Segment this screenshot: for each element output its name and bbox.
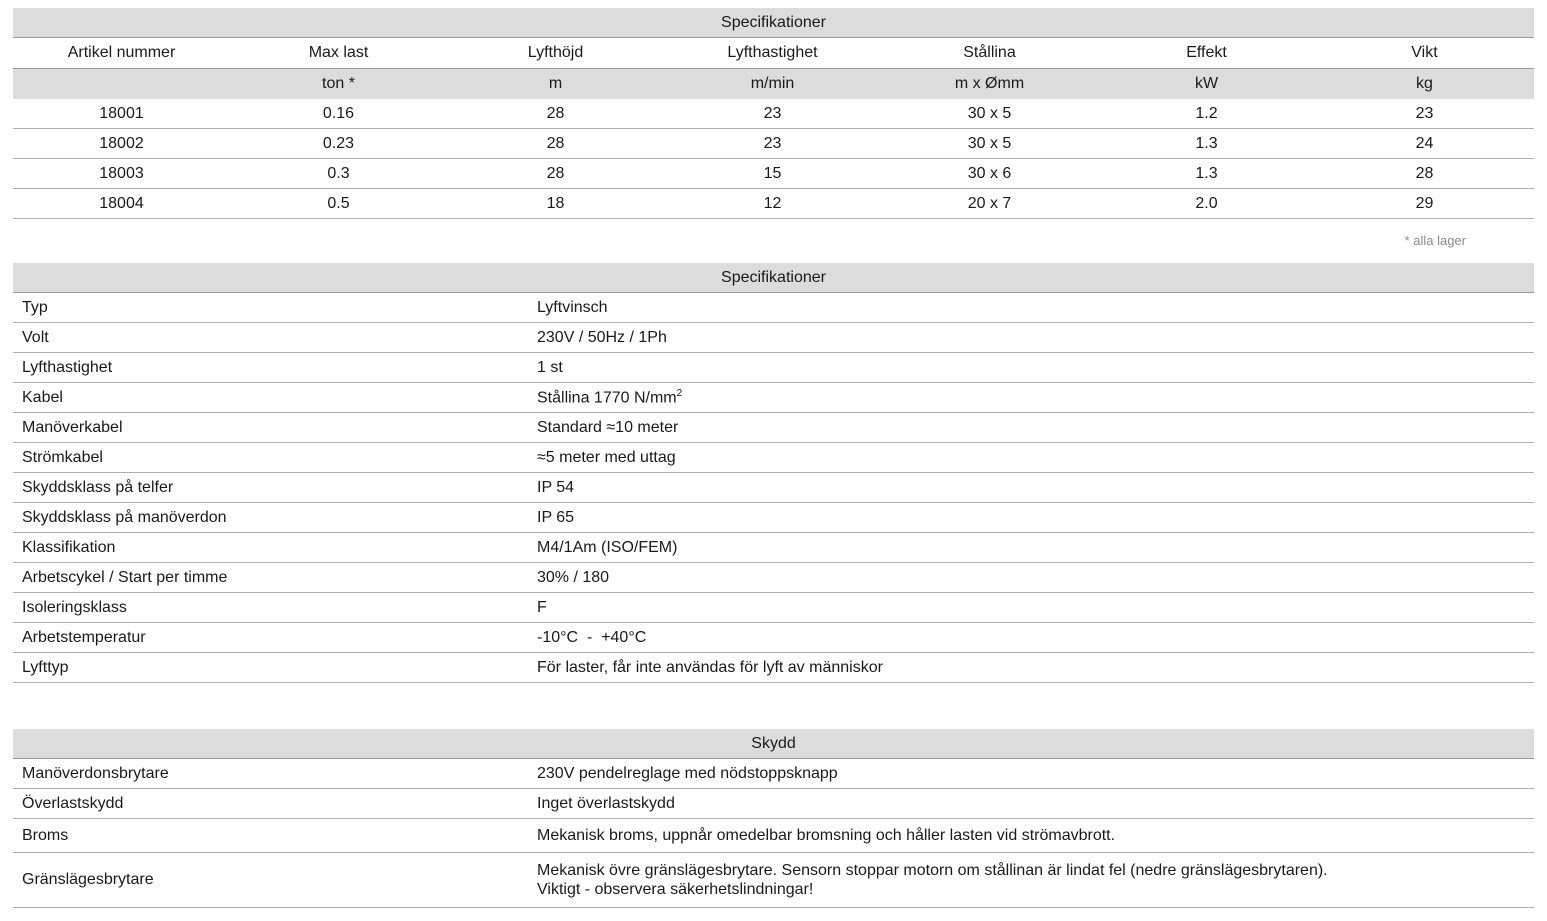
table-row: [13, 759, 1534, 789]
table-title: Skydd: [13, 729, 1534, 759]
cell: 18001: [13, 99, 230, 129]
protection-table: [13, 729, 1534, 908]
cell: 0.3: [230, 159, 447, 189]
cell: 30 x 5: [881, 129, 1098, 159]
spec-value: Stållina 1770 N/mm: [537, 389, 677, 407]
table-row: [13, 293, 1534, 323]
spec-value-line2: Viktigt - observera säkerhetslindningar!: [537, 881, 814, 898]
cell: 1.2: [1098, 99, 1315, 129]
table-row: [13, 323, 1534, 353]
spec-value: Mekanisk övre gränslägesbrytare. Sensorn stoppar motorn om stållinan är lindat fel (nedre gränslägesbrytaren).: [537, 861, 1328, 879]
table-title-row: [13, 729, 1534, 759]
spec-value: 230V / 50Hz / 1Ph: [528, 323, 1534, 353]
cell: 18002: [13, 129, 230, 159]
spec-value: -10°C - +40°C: [528, 623, 1534, 653]
table-row: [13, 653, 1534, 683]
cell: 1.3: [1098, 129, 1315, 159]
spec-key: Isoleringsklass: [13, 593, 528, 623]
column-header-row: [13, 38, 1534, 69]
spec-value: IP 54: [528, 473, 1534, 503]
spec-key: Skyddsklass på manöverdon: [13, 503, 528, 533]
spec-key: Manöverdonsbrytare: [13, 759, 528, 789]
spec-key: Typ: [13, 293, 528, 323]
col-header-max-load: Max last: [230, 38, 447, 69]
unit-cell: m/min: [664, 69, 881, 100]
cell: 15: [664, 159, 881, 189]
cell: 2.0: [1098, 189, 1315, 219]
spec-key: Strömkabel: [13, 443, 528, 473]
general-spec-table: [13, 263, 1534, 683]
spec-value: Mekanisk broms, uppnår omedelbar bromsning och håller lasten vid strömavbrott.: [528, 819, 1534, 853]
spec-key: Gränslägesbrytare: [13, 853, 528, 908]
spec-key: Kabel: [13, 383, 528, 413]
col-header-weight: Vikt: [1315, 38, 1534, 69]
spec-value: 30% / 180: [528, 563, 1534, 593]
unit-cell: [13, 69, 230, 100]
unit-cell: m: [447, 69, 664, 100]
unit-cell: kW: [1098, 69, 1315, 100]
col-header-lift-speed: Lyfthastighet: [664, 38, 881, 69]
cell: 1.3: [1098, 159, 1315, 189]
cell: 30 x 6: [881, 159, 1098, 189]
col-header-power: Effekt: [1098, 38, 1315, 69]
table-row: [13, 533, 1534, 563]
table-row: [13, 473, 1534, 503]
spec-value-cell: [528, 853, 1534, 908]
spec-key: Överlastskydd: [13, 789, 528, 819]
spec-value: Inget överlastskydd: [528, 789, 1534, 819]
table-row: [13, 503, 1534, 533]
spec-key: Broms: [13, 819, 528, 853]
spec-key: Lyfttyp: [13, 653, 528, 683]
table-row: [13, 443, 1534, 473]
table-row: [13, 413, 1534, 443]
table-row: [13, 159, 1534, 189]
cell: 28: [1315, 159, 1534, 189]
cell: 23: [664, 99, 881, 129]
cell: 23: [664, 129, 881, 159]
cell: 20 x 7: [881, 189, 1098, 219]
cell: 0.5: [230, 189, 447, 219]
col-header-lift-height: Lyfthöjd: [447, 38, 664, 69]
cell: 18004: [13, 189, 230, 219]
cell: 18: [447, 189, 664, 219]
cell: 29: [1315, 189, 1534, 219]
cell: 23: [1315, 99, 1534, 129]
spec-value-cell: [528, 383, 1534, 413]
table-row: [13, 593, 1534, 623]
cell: 0.23: [230, 129, 447, 159]
spec-value: 1 st: [528, 353, 1534, 383]
superscript: 2: [676, 387, 683, 399]
table-row: [13, 789, 1534, 819]
table-row: [13, 189, 1534, 219]
spec-value: 230V pendelreglage med nödstoppsknapp: [528, 759, 1534, 789]
spec-value: Standard ≈10 meter: [528, 413, 1534, 443]
spec-key: Skyddsklass på telfer: [13, 473, 528, 503]
spec-key: Volt: [13, 323, 528, 353]
cell: 18003: [13, 159, 230, 189]
col-header-wire-rope: Stållina: [881, 38, 1098, 69]
table-title-row: [13, 8, 1534, 38]
table-row: [13, 383, 1534, 413]
spec-key: Klassifikation: [13, 533, 528, 563]
table-row: [13, 563, 1534, 593]
table-row: [13, 819, 1534, 853]
unit-cell: m x Ømm: [881, 69, 1098, 100]
cell: 28: [447, 159, 664, 189]
units-row: [13, 69, 1534, 100]
spec-key: Arbetscykel / Start per timme: [13, 563, 528, 593]
table-row: [13, 129, 1534, 159]
unit-cell: kg: [1315, 69, 1534, 100]
spec-key: Manöverkabel: [13, 413, 528, 443]
table-row: [13, 623, 1534, 653]
cell: 24: [1315, 129, 1534, 159]
footnote: * alla lager: [1404, 233, 1466, 248]
col-header-article: Artikel nummer: [13, 38, 230, 69]
table-row: [13, 99, 1534, 129]
table-title: Specifikationer: [13, 263, 1534, 293]
spec-value: IP 65: [528, 503, 1534, 533]
unit-cell: ton *: [230, 69, 447, 100]
table-row: [13, 353, 1534, 383]
cell: 12: [664, 189, 881, 219]
spec-value: För laster, får inte användas för lyft av människor: [528, 653, 1534, 683]
table-title: Specifikationer: [13, 8, 1534, 38]
spec-value: Lyftvinsch: [528, 293, 1534, 323]
cell: 0.16: [230, 99, 447, 129]
spec-key: Lyfthastighet: [13, 353, 528, 383]
product-spec-table: [13, 8, 1534, 219]
cell: 30 x 5: [881, 99, 1098, 129]
spec-value: M4/1Am (ISO/FEM): [528, 533, 1534, 563]
cell: 28: [447, 129, 664, 159]
table-row: [13, 853, 1534, 908]
table-title-row: [13, 263, 1534, 293]
spec-key: Arbetstemperatur: [13, 623, 528, 653]
cell: 28: [447, 99, 664, 129]
spec-value: ≈5 meter med uttag: [528, 443, 1534, 473]
spec-value: F: [528, 593, 1534, 623]
